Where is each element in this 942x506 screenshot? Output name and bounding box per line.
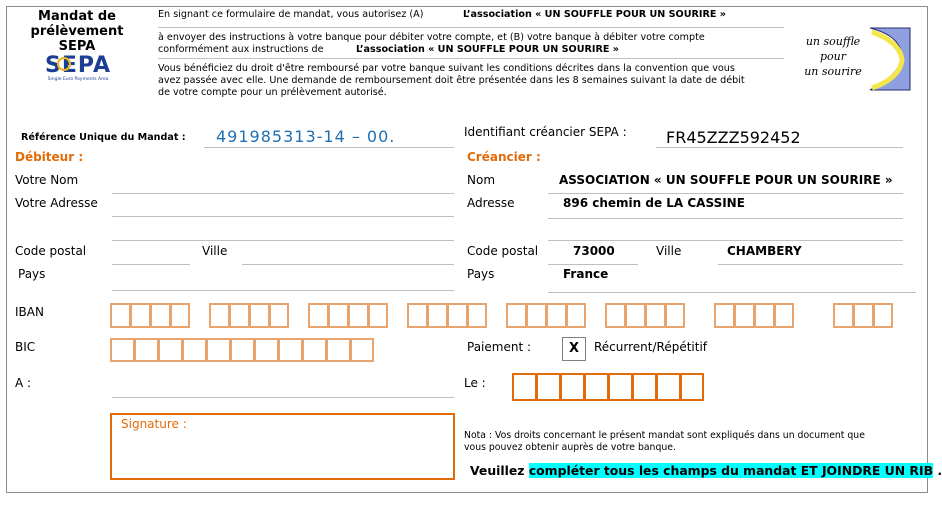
iban-cell[interactable] — [833, 303, 853, 328]
date-cell[interactable] — [608, 373, 632, 401]
bic-label: BIC — [15, 340, 36, 354]
title-line: Mandat de — [38, 9, 116, 24]
debtor-country-field[interactable] — [112, 290, 454, 291]
rights-text-1: Vous bénéficiez du droit d'être remboursé par votre banque suivant les conditions décrites dans la convention que vous — [158, 63, 735, 74]
creditor-name-label: Nom — [467, 173, 496, 187]
association-logo — [800, 26, 916, 94]
iban-cell[interactable] — [368, 303, 388, 328]
iban-group[interactable] — [407, 303, 487, 328]
creditor-name-value: ASSOCIATION « UN SOUFFLE POUR UN SOURIRE » — [559, 173, 893, 187]
iban-group[interactable] — [110, 303, 190, 328]
creditor-name-intro-2: L’association « UN SOUFFLE POUR UN SOURIRE » — [356, 44, 619, 55]
creditor-address-value: 896 chemin de LA CASSINE — [563, 196, 745, 210]
intro-instructions-text-2: conformément aux instructions de — [158, 44, 324, 55]
creditor-name-intro: L’association « UN SOUFFLE POUR UN SOURIRE » — [463, 9, 726, 20]
title-line: prélèvement — [30, 24, 124, 39]
intro-instructions-text: à envoyer des instructions à votre banque pour débiter votre compte, et (B) votre banque à débiter votre compte — [158, 32, 705, 43]
divider — [158, 58, 784, 59]
creditor-city-value: CHAMBERY — [727, 244, 802, 258]
iban-cell[interactable] — [229, 303, 249, 328]
iban-cell[interactable] — [526, 303, 546, 328]
bic-cell[interactable] — [206, 338, 230, 362]
rights-note — [464, 430, 865, 454]
date-cell[interactable] — [536, 373, 560, 401]
iban-cell[interactable] — [566, 303, 586, 328]
iban-cell[interactable] — [665, 303, 685, 328]
bic-cell[interactable] — [326, 338, 350, 362]
bic-cell[interactable] — [350, 338, 374, 362]
creditor-country-value: France — [563, 267, 609, 281]
payment-label: Paiement : — [467, 340, 532, 354]
rights-text-3: de votre compte pour un prélèvement autorisé. — [158, 87, 387, 98]
iban-cell[interactable] — [873, 303, 893, 328]
creditor-country-underline — [548, 292, 916, 293]
creditor-city-underline — [718, 264, 903, 265]
date-label: Le : — [464, 376, 486, 390]
rights-note-line: vous pouvez obtenir auprès de votre banque. — [464, 442, 676, 453]
reference-underline — [204, 147, 454, 148]
date-cell[interactable] — [512, 373, 536, 401]
debtor-heading: Débiteur : — [15, 150, 84, 164]
sepa-logo-text: SEPA — [44, 53, 111, 78]
mandate-reference-label: Référence Unique du Mandat : — [21, 132, 186, 143]
creditor-address-underline-2 — [548, 240, 903, 241]
creditor-heading: Créancier : — [467, 150, 541, 164]
bic-cell[interactable] — [230, 338, 254, 362]
debtor-name-field[interactable] — [112, 193, 454, 194]
debtor-postal-field[interactable] — [112, 264, 190, 265]
iban-cell[interactable] — [308, 303, 328, 328]
iban-group[interactable] — [308, 303, 388, 328]
recurring-option-label: Récurrent/Répétitif — [594, 340, 707, 354]
debtor-address-field-2[interactable] — [112, 240, 454, 241]
date-cell[interactable] — [584, 373, 608, 401]
creditor-name-underline — [548, 193, 903, 194]
intro-authorize-text: En signant ce formulaire de mandat, vous autorisez (A) — [158, 9, 424, 20]
logo-text-line: un souffle — [805, 35, 861, 48]
iban-cell[interactable] — [269, 303, 289, 328]
iban-cell[interactable] — [467, 303, 487, 328]
debtor-address-label: Votre Adresse — [15, 196, 98, 210]
recurring-checkbox[interactable]: X — [562, 337, 586, 361]
iban-cell[interactable] — [734, 303, 754, 328]
iban-cell[interactable] — [645, 303, 665, 328]
debtor-postal-label: Code postal — [15, 244, 87, 258]
title-line: SEPA — [58, 39, 96, 54]
iban-cell[interactable] — [249, 303, 269, 328]
debtor-address-field[interactable] — [112, 216, 454, 217]
date-group[interactable] — [512, 373, 704, 401]
place-field[interactable] — [112, 397, 454, 398]
date-cell[interactable] — [560, 373, 584, 401]
divider — [158, 27, 784, 28]
iban-cell[interactable] — [605, 303, 625, 328]
iban-cell[interactable] — [853, 303, 873, 328]
logo-text-line: un sourire — [804, 65, 862, 78]
rights-text-2: avez passée avec elle. Une demande de remboursement doit être présentée dans les 8 semaines suivant la date de débit — [158, 75, 745, 86]
creditor-city-label: Ville — [656, 244, 682, 258]
call-to-action — [470, 463, 942, 478]
creditor-postal-underline — [548, 264, 638, 265]
iban-group[interactable] — [605, 303, 685, 328]
bic-cell[interactable] — [302, 338, 326, 362]
iban-cell[interactable] — [209, 303, 229, 328]
iban-cell[interactable] — [150, 303, 170, 328]
creditor-address-underline — [548, 218, 903, 219]
date-cell[interactable] — [680, 373, 704, 401]
creditor-address-label: Adresse — [467, 196, 515, 210]
iban-cell[interactable] — [407, 303, 427, 328]
signature-box[interactable] — [110, 413, 455, 480]
iban-cell[interactable] — [714, 303, 734, 328]
bic-group[interactable] — [110, 338, 374, 362]
iban-cell[interactable] — [546, 303, 566, 328]
date-cell[interactable] — [632, 373, 656, 401]
bic-cell[interactable] — [134, 338, 158, 362]
place-label: A : — [15, 376, 32, 390]
rights-note-line: Nota : Vos droits concernant le présent mandat sont expliqués dans un document que — [464, 430, 865, 441]
bic-cell[interactable] — [254, 338, 278, 362]
iban-cell[interactable] — [130, 303, 150, 328]
iban-cell[interactable] — [447, 303, 467, 328]
bic-cell[interactable] — [158, 338, 182, 362]
signature-label: Signature : — [121, 417, 187, 431]
logo-text-line: pour — [819, 50, 846, 63]
creditor-postal-label: Code postal — [467, 244, 539, 258]
debtor-name-label: Votre Nom — [15, 173, 79, 187]
iban-group[interactable] — [833, 303, 893, 328]
sepa-logo-subtitle: Single Euro Payments Area — [47, 77, 109, 82]
iban-cell[interactable] — [506, 303, 526, 328]
creditor-id-value: FR45ZZZ592452 — [666, 128, 801, 147]
iban-cell[interactable] — [110, 303, 130, 328]
iban-cell[interactable] — [348, 303, 368, 328]
iban-cell[interactable] — [625, 303, 645, 328]
creditor-postal-value: 73000 — [573, 244, 615, 258]
call-suffix: . — [937, 463, 942, 478]
debtor-country-label: Pays — [18, 267, 46, 281]
iban-group[interactable] — [506, 303, 586, 328]
creditor-id-underline — [656, 147, 903, 148]
sepa-logo — [44, 55, 112, 91]
mandate-reference-value: 491985313-14 – 00. — [216, 127, 396, 146]
iban-cell[interactable] — [774, 303, 794, 328]
call-prefix: Veuillez — [470, 463, 525, 478]
debtor-city-field[interactable] — [242, 264, 454, 265]
iban-group[interactable] — [209, 303, 289, 328]
iban-cell[interactable] — [427, 303, 447, 328]
bic-cell[interactable] — [182, 338, 206, 362]
bic-cell[interactable] — [110, 338, 134, 362]
iban-cell[interactable] — [754, 303, 774, 328]
iban-cell[interactable] — [328, 303, 348, 328]
iban-group[interactable] — [714, 303, 794, 328]
form-title — [16, 9, 138, 54]
creditor-country-label: Pays — [467, 267, 495, 281]
bic-cell[interactable] — [278, 338, 302, 362]
iban-label: IBAN — [15, 305, 44, 319]
debtor-city-label: Ville — [202, 244, 228, 258]
sepa-euro-star-icon — [57, 57, 71, 71]
creditor-id-label: Identifiant créancier SEPA : — [464, 125, 627, 139]
call-highlight: compléter tous les champs du mandat ET JOINDRE UN RIB — [528, 463, 934, 478]
iban-cell[interactable] — [170, 303, 190, 328]
date-cell[interactable] — [656, 373, 680, 401]
